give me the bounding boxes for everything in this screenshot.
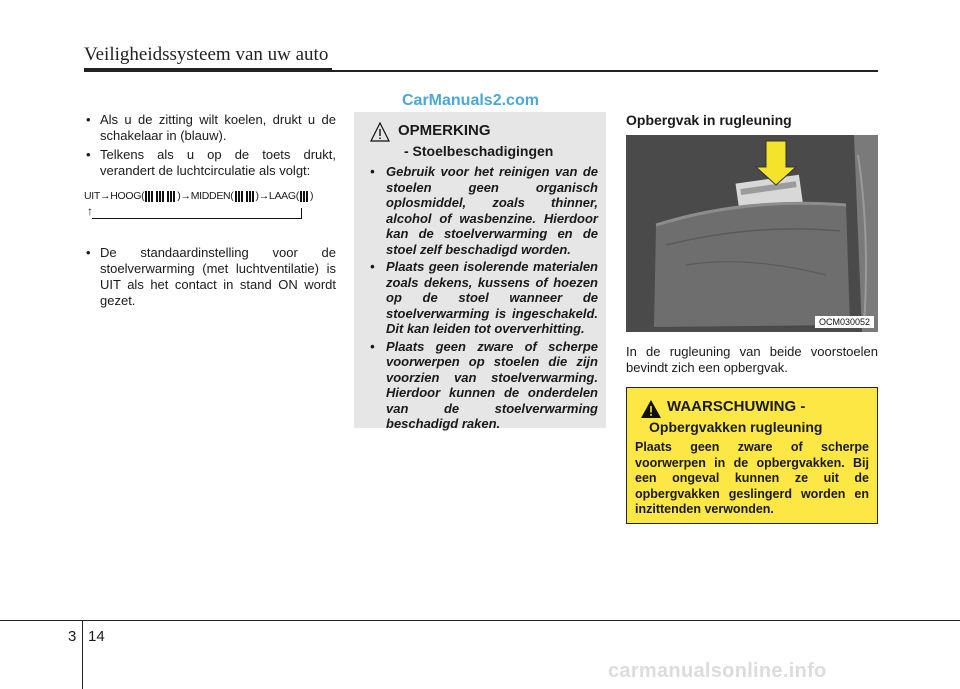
return-line xyxy=(92,218,302,219)
seq-end: ) xyxy=(309,190,314,202)
header-rule-thin xyxy=(332,70,878,72)
bullet-cooling: • Als u de zitting wilt koelen, drukt u de schakelaar in (blauw). xyxy=(84,112,336,144)
footer-rule-vertical xyxy=(82,620,83,689)
bullet-airflow: • Telkens als u op de toets drukt, verandert de luchtcirculatie als volgt: xyxy=(84,147,336,179)
return-arrow-icon: ↑ xyxy=(87,204,93,218)
note-item: • Plaats geen zware of scherpe voorwerpen op stoelen die zijn voorzien van stoelverwarming. Hierdoor kunnen de onderdelen van de stoelverwarming beschadigd raken. xyxy=(370,339,598,432)
note-item: • Plaats geen isolerende materialen zoals dekens, kussens of hoezen op de stoel wanneer de stoelverwarming is ingeschakeld. Dit kan leiden tot oververhitting. xyxy=(370,259,598,337)
page-number: 14 xyxy=(88,628,105,645)
pocket-description: In de rugleuning van beide voorstoelen bevindt zich een opbergvak. xyxy=(626,344,878,375)
photo-caption: OCM030052 xyxy=(815,316,874,328)
section-title: Opbergvak in rugleuning xyxy=(626,112,792,128)
note-title: OPMERKING xyxy=(398,122,491,139)
fan-icon xyxy=(300,191,309,202)
note-list xyxy=(370,164,598,432)
watermark-top: CarManuals2.com xyxy=(402,92,539,109)
warning-header xyxy=(635,398,869,418)
warning-subtitle: Opbergvakken rugleuning xyxy=(649,419,823,435)
note-subtitle: - Stoelbeschadigingen xyxy=(404,143,554,159)
watermark-bottom: carmanualsonline.info xyxy=(608,660,827,682)
caution-triangle-icon xyxy=(370,122,390,142)
note-header xyxy=(370,122,598,142)
return-line-vertical xyxy=(301,208,302,219)
left-column xyxy=(84,112,336,312)
airflow-sequence xyxy=(84,188,313,204)
fan-icon xyxy=(145,191,154,202)
warning-triangle-icon xyxy=(641,400,661,418)
note-box xyxy=(354,112,606,431)
warning-box xyxy=(626,387,878,524)
seatback-pocket-photo xyxy=(626,135,878,332)
page-section-number: 3 xyxy=(68,628,77,645)
airflow-cycle-diagram xyxy=(84,185,336,237)
footer-rule xyxy=(0,620,960,621)
header-rule-thick xyxy=(84,68,332,72)
seq-low: )→LAAG( xyxy=(255,190,299,202)
page-header-title: Veiligheidssysteem van uw auto xyxy=(84,44,329,65)
warning-body: Plaats geen zware of scherpe voorwerpen in de opbergvakken. Bij een ongeval kunnen ze uit de opbergvakken geslingerd worden en inzittenden verwonden. xyxy=(635,440,869,516)
fan-icon xyxy=(167,191,176,202)
fan-icon xyxy=(235,191,244,202)
seq-medium: )→MIDDEN( xyxy=(177,190,234,202)
note-item: • Gebruik voor het reinigen van de stoelen geen organisch oplosmiddel, zoals thinner, alcohol of wasbenzine. Hierdoor kan de stoelverwarming en de stoel zelf beschadigd worden. xyxy=(370,164,598,257)
seatback-pocket-illustration xyxy=(626,135,878,332)
bullet-default-setting: • De standaardinstelling voor de stoelverwarming (met luchtventilatie) is UIT als het contact in stand ON wordt gezet. xyxy=(84,245,336,309)
seq-off-high: UIT→HOOG( xyxy=(84,190,145,202)
fan-icon xyxy=(156,191,165,202)
warning-title: WAARSCHUWING - xyxy=(667,398,806,415)
fan-icon xyxy=(246,191,255,202)
